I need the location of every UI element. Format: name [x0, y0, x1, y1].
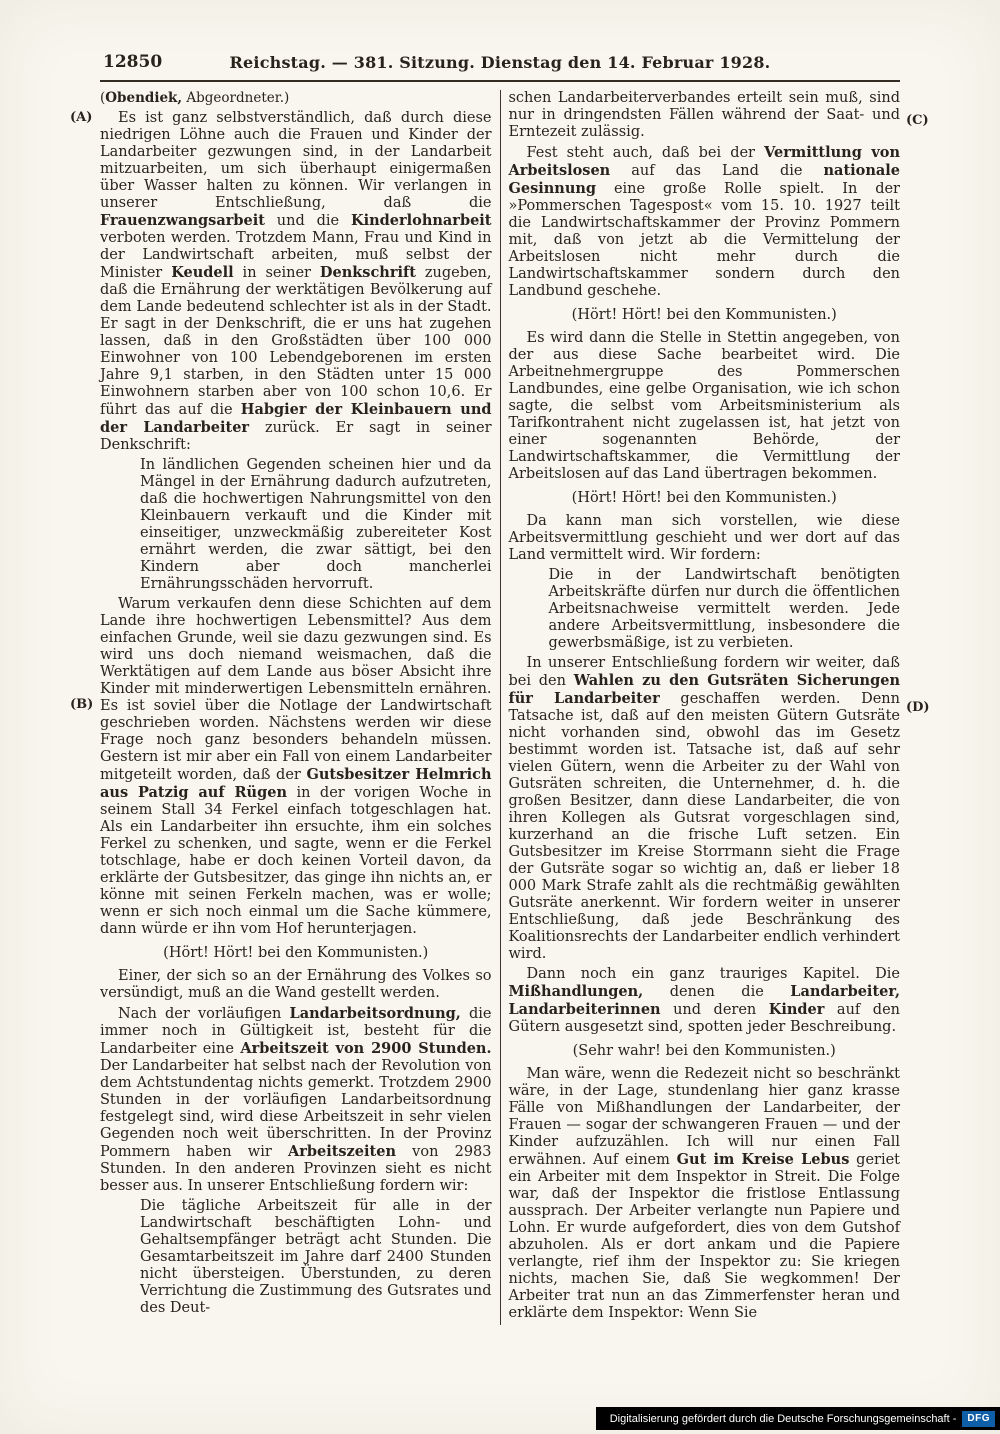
column-gap-left: [492, 90, 500, 1325]
text-paragraph: Einer, der sich so an der Ernährung des Volkes so versündigt, muß an die Wand gestellt werden.: [100, 968, 492, 1001]
digitization-footer: [596, 1407, 1000, 1430]
text-paragraph: Dann noch ein ganz trauriges Kapitel. Die Mißhandlungen, denen die Landarbeiter, Landarbeiterinnen und deren Kinder auf den Gütern ausgesetzt sind, spotten jeder Beschreibung.: [508, 966, 900, 1035]
margin-marker-a: (A): [70, 110, 93, 125]
right-column: [508, 90, 900, 1325]
text-paragraph: Fest steht auch, daß bei der Vermittlung von Arbeitslosen auf das Land die nationale Gesinnung eine große Rolle spielt. In der »Pommerschen Tagespost« vom 15. 10. 1927 teilt die Landwirtschaftskammer der Provinz Pommern mit, daß von jetzt ab die Vermittelung der Arbeitslosen nicht mehr durch die Landwirtschaftskammer sondern durch den Landbund geschehe.: [508, 144, 901, 299]
speaker-note: (Obendiek, Abgeordneter.): [100, 90, 290, 106]
text-paragraph: Die tägliche Arbeitszeit für alle in der Landwirtschaft beschäftigten Lohn- und Gehaltsempfänger beträgt acht Stunden. Die Gesamtarbeitszeit im Jahre darf 2400 Stunden nicht übersteigen. Überstunden, zu deren Verrichtung die Zustimmung des Gutsrates und des Deut-: [140, 1198, 492, 1316]
text-paragraph: In unserer Entschließung fordern wir weiter, daß bei den Wahlen zu den Gutsräten Sicherungen für Landarbeiter geschaffen werden. Denn Tatsache ist, daß auf den meisten Gütern Gutsräte nicht vorhanden sind, obwohl das im Gesetz bestimmt worden ist. Tatsache ist, daß auf sehr vielen Gütern, wenn die Arbeiter zu der Wahl von Gutsräten schreiten, die Unternehmer, d. h. die großen Besitzer, dann diese Landarbeiter, die von ihren Kollegen als Gutsrat vorgeschlagen sind, kurzerhand an die frische Luft setzen. Ein Gutsbesitzer im Kreise Storrmann sieht die Frage der Gutsräte sogar so wichtig an, daß er lieber 18 000 Mark Strafe zahlt als die rechtmäßig gewählten Gutsräte anerkennt. Wir fordern weiter in unserer Entschließung, daß jede Beschränkung des Koalitionsrechts der Landarbeiter endlich verhindert wird.: [508, 655, 900, 962]
column-gap-right: [501, 90, 509, 1325]
page-header-title: Reichstag. — 381. Sitzung. Dienstag den 14. Februar 1928.: [229, 53, 771, 72]
interjection: (Hört! Hört! bei den Kommunisten.): [571, 307, 837, 323]
text-paragraph: Warum verkaufen denn diese Schichten auf dem Lande ihre hochwertigen Lebensmittel? Aus dem einfachen Grunde, weil sie dazu gezwungen sind. Es wird uns doch niemand weismachen, daß die Werktätigen auf dem Lande aus böser Absicht ihre Kinder mit minderwertigen Lebensmitteln ernähren. Es ist soviel über die Notlage der Landwirtschaft geschrieben worden. Nächstens werden wir diese Frage noch ganz besonders behandeln müssen. Gestern ist mir aber ein Fall von einem Landarbeiter mitgeteilt worden, daß der Gutsbesitzer Helmrich aus Patzig auf Rügen in der vorigen Woche in seinem Stall 34 Ferkel einfach totgeschlagen hat. Als ein Landarbeiter ihn ersuchte, ihm ein solches Ferkel zu schenken, und sagte, wenn er die Ferkel totschlage, habe er doch keinen Vorteil davon, da erklärte der Gutsbesitzer, das ginge ihn nichts an, er könne mit seinen Ferkeln machen, was er wolle; wenn er sich noch einmal um die Sache kümmere, dann würde er ihn vom Hof herunterjagen.: [100, 596, 492, 937]
text-paragraph: Es ist ganz selbstverständlich, daß durch diese niedrigen Löhne auch die Frauen und Kinder der Landarbeiter gezwungen sind, in der Landarbeit mitzuarbeiten, um sich überhaupt einigermaßen über Wasser halten zu können. Wir verlangen in unserer Entschließung, daß die Frauenzwangsarbeit und die Kinderlohnarbeit verboten werden. Trotzdem Mann, Frau und Kind in der Landwirtschaft arbeiten, muß selbst der Minister Keudell in seiner Denkschrift zugeben, daß die Ernährung der werktätigen Bevölkerung auf dem Lande bedeutend schlechter ist als in der Stadt. Er sagt in der Denkschrift, die er uns hat zugehen lassen, daß in den Großstädten über 100 000 Einwohner von 100 Lebendgeborenen im ersten Jahre 9,1 starben, in den Städten unter 15 000 Einwohnern starben aber von 100 schon 10,6. Er führt das auf die Habgier der Kleinbauern und der Landarbeiter zurück. Er sagt in seiner Denkschrift:: [100, 110, 492, 453]
text-paragraph: Man wäre, wenn die Redezeit nicht so beschränkt wäre, in der Lage, stundenlang hier ganz krasse Fälle von Mißhandlungen der Landarbeiter, der Frauen — sogar der schwangeren Frauen — und der Kinder aufzuzählen. Ich will nur einen Fall erwähnen. Auf einem Gut im Kreise Lebus geriet ein Arbeiter mit dem Inspektor in Streit. Die Folge war, daß der Inspektor die fristlose Entlassung aussprach. Der Arbeiter verlangte nun Papiere und Lohn. Er wurde aufgefordert, dies von dem Gutshof abzuholen. Als er dort ankam und die Papiere verlangte, rief ihm der Inspektor zu: Sie kriegen nichts, machen Sie, daß Sie wegkommen! Der Arbeiter trat nun an das Zimmerfenster heran und erklärte dem Inspektor: Wenn Sie: [508, 1066, 901, 1321]
text-paragraph: Die in der Landwirtschaft benötigten Arbeitskräfte dürfen nur durch die öffentlichen Arbeitsnachweise vermittelt werden. Jede andere Arbeitsvermittlung, insbesondere die gewerbsmäßige, ist zu verbieten.: [548, 567, 900, 651]
digitization-footer-text: Digitalisierung gefördert durch die Deutsche Forschungsgemeinschaft -: [609, 1412, 957, 1425]
dfg-logo: DFG: [962, 1411, 995, 1427]
interjection: (Sehr wahr! bei den Kommunisten.): [572, 1043, 836, 1059]
margin-marker-d: (D): [906, 700, 930, 715]
margin-marker-b: (B): [70, 697, 94, 712]
text-paragraph: Es wird dann die Stelle in Stettin angegeben, von der aus diese Sache bearbeitet wird. Die Arbeitnehmergruppe des Pommerschen Landbundes, eine gelbe Organisation, wie ich schon sagte, die selbst vom Arbeitsministerium als Tarifkontrahent nicht zugelassen ist, hat jetzt von einer sogenannten Behörde, der Landwirtschaftskammer, die Vermittlung der Arbeitslosen auf das Land übertragen bekommen.: [508, 330, 900, 482]
interjection: (Hört! Hört! bei den Kommunisten.): [571, 490, 837, 506]
text-paragraph: schen Landarbeiterverbandes erteilt sein muß, sind nur in dringendsten Fällen während der Saat- und Erntezeit zulässig.: [508, 90, 900, 140]
left-column: [100, 90, 492, 1325]
text-columns: [100, 90, 900, 1325]
text-paragraph: Nach der vorläufigen Landarbeitsordnung, die immer noch in Gültigkeit ist, besteht für die Landarbeiter eine Arbeitszeit von 2900 Stunden. Der Landarbeiter hat selbst nach der Revolution von dem Achtstundentag nichts gemerkt. Trotzdem 2900 Stunden in der vorläufigen Landarbeitsordnung festgelegt sind, wird diese Arbeitszeit in sehr vielen Gegenden noch weit überschritten. In der Provinz Pommern haben wir Arbeitszeiten von 2983 Stunden. In den anderen Provinzen sieht es nicht besser aus. In unserer Entschließung fordern wir:: [100, 1005, 492, 1194]
text-paragraph: In ländlichen Gegenden scheinen hier und da Mängel in der Ernährung dadurch aufzutreten, daß die hochwertigen Nahrungsmittel von den Kleinbauern verkauft und die Kinder mit einseitiger, unzweckmäßig zubereiteter Kost ernährt werden, die zwar sättigt, bei den Kindern aber doch mancherlei Ernährungsschäden hervorruft.: [140, 457, 492, 592]
margin-marker-c: (C): [906, 113, 929, 128]
header-rule: [100, 80, 900, 82]
interjection: (Hört! Hört! bei den Kommunisten.): [163, 945, 429, 961]
page-number: 12850: [103, 52, 163, 72]
text-paragraph: Da kann man sich vorstellen, wie diese Arbeitsvermittlung geschieht und wer dort auf das Land vermittelt wird. Wir fordern:: [508, 513, 900, 563]
